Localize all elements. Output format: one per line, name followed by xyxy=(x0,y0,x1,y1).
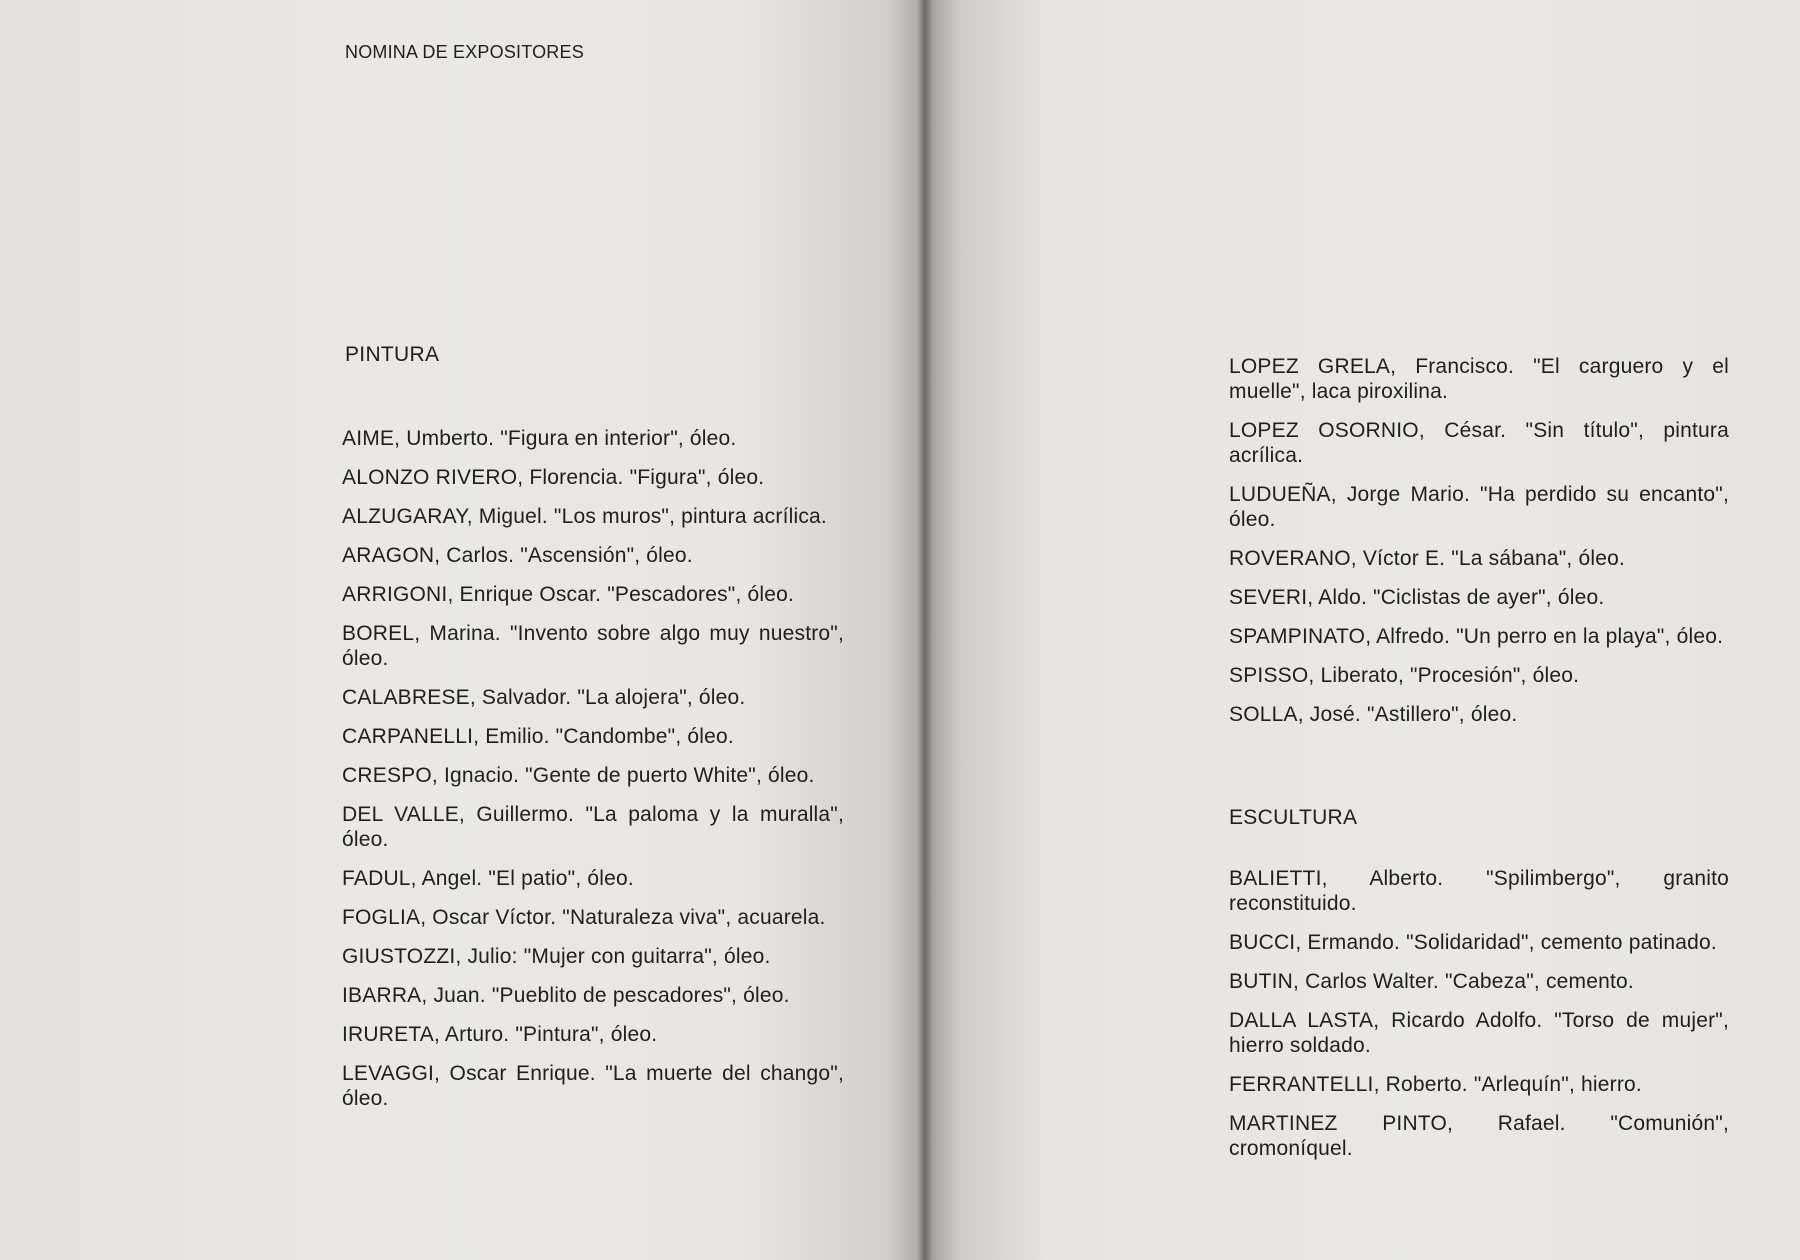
entry: FERRANTELLI, Roberto. "Arlequín", hierro. xyxy=(1229,1073,1642,1096)
entry: FADUL, Angel. "El patio", óleo. xyxy=(342,867,634,890)
entry: ALZUGARAY, Miguel. "Los muros", pintura acrílica. xyxy=(342,505,827,528)
entry: DALLA LASTA, Ricardo Adolfo. "Torso de mujer", hierro soldado. xyxy=(1229,1009,1729,1057)
pintura-entry-list xyxy=(342,426,844,1125)
section-title-escultura: ESCULTURA xyxy=(1229,806,1358,829)
entry: BALIETTI, Alberto. "Spilimbergo", granito reconstituido. xyxy=(1229,867,1729,915)
entry: CARPANELLI, Emilio. "Candombe", óleo. xyxy=(342,725,734,748)
entry: LOPEZ OSORNIO, César. "Sin título", pintura acrílica. xyxy=(1229,419,1729,467)
entry: GIUSTOZZI, Julio: "Mujer con guitarra", óleo. xyxy=(342,945,771,968)
entry: ROVERANO, Víctor E. "La sábana", óleo. xyxy=(1229,547,1626,570)
entry: MARTINEZ PINTO, Rafael. "Comunión", cromoníquel. xyxy=(1229,1112,1729,1160)
entry: ARRIGONI, Enrique Oscar. "Pescadores", óleo. xyxy=(342,583,795,606)
entry: LOPEZ GRELA, Francisco. "El carguero y el muelle", laca piroxilina. xyxy=(1229,355,1729,403)
entry: CALABRESE, Salvador. "La alojera", óleo. xyxy=(342,686,746,709)
escultura-entry-list xyxy=(1229,866,1729,1175)
section-title-pintura: PINTURA xyxy=(345,343,440,366)
running-head: NOMINA DE EXPOSITORES xyxy=(345,42,584,62)
entry: SOLLA, José. "Astillero", óleo. xyxy=(1229,703,1518,726)
entry: DEL VALLE, Guillermo. "La paloma y la muralla", óleo. xyxy=(342,803,844,851)
entry: BUCCI, Ermando. "Solidaridad", cemento patinado. xyxy=(1229,931,1717,954)
entry: FOGLIA, Oscar Víctor. "Naturaleza viva", acuarela. xyxy=(342,906,826,929)
entry: BUTIN, Carlos Walter. "Cabeza", cemento. xyxy=(1229,970,1634,993)
entry: SPISSO, Liberato, "Procesión", óleo. xyxy=(1229,664,1580,687)
entry: BOREL, Marina. "Invento sobre algo muy nuestro", óleo. xyxy=(342,622,844,670)
entry: LEVAGGI, Oscar Enrique. "La muerte del chango", óleo. xyxy=(342,1062,844,1110)
entry: SPAMPINATO, Alfredo. "Un perro en la playa", óleo. xyxy=(1229,625,1724,648)
entry: AIME, Umberto. "Figura en interior", óleo. xyxy=(342,427,737,450)
entry: ALONZO RIVERO, Florencia. "Figura", óleo. xyxy=(342,466,765,489)
entry: LUDUEÑA, Jorge Mario. "Ha perdido su encanto", óleo. xyxy=(1229,483,1729,531)
entry: SEVERI, Aldo. "Ciclistas de ayer", óleo. xyxy=(1229,586,1605,609)
book-spine xyxy=(918,0,932,1260)
entry: ARAGON, Carlos. "Ascensión", óleo. xyxy=(342,544,693,567)
entry: IBARRA, Juan. "Pueblito de pescadores", óleo. xyxy=(342,984,790,1007)
entry: CRESPO, Ignacio. "Gente de puerto White", óleo. xyxy=(342,764,815,787)
entry: IRURETA, Arturo. "Pintura", óleo. xyxy=(342,1023,658,1046)
pintura-entry-list-continued xyxy=(1229,354,1729,741)
